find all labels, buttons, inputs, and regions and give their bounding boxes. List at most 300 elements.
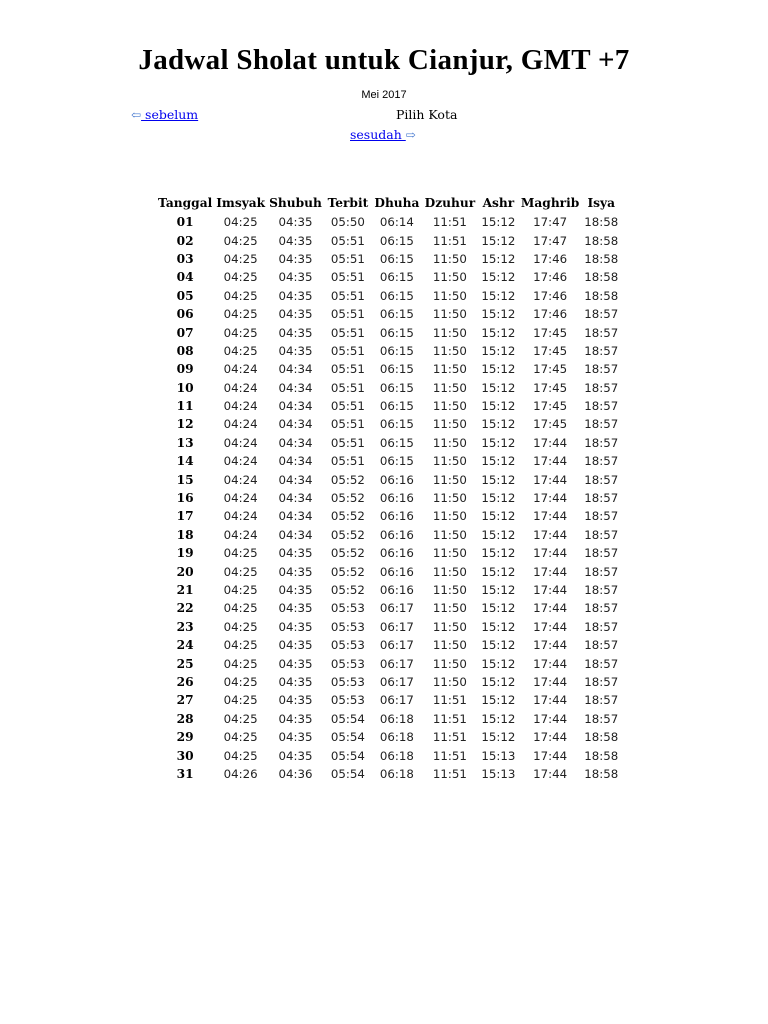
date-cell: 02 [176, 233, 194, 248]
time-cell: 15:12 [481, 730, 516, 745]
time-cell: 04:34 [278, 454, 313, 469]
time-cell: 11:50 [432, 638, 467, 653]
time-cell: 15:13 [481, 766, 516, 781]
table-row [156, 654, 621, 672]
time-cell: 05:54 [330, 711, 365, 726]
time-cell: 11:50 [432, 435, 467, 450]
date-cell: 28 [176, 711, 194, 726]
time-cell: 11:50 [432, 399, 467, 414]
time-cell: 17:44 [533, 674, 568, 689]
table-row [156, 452, 621, 470]
time-cell: 06:16 [379, 527, 414, 542]
date-cell: 25 [176, 656, 194, 671]
time-cell: 11:50 [432, 307, 467, 322]
time-cell: 06:15 [379, 270, 414, 285]
date-cell: 18 [176, 527, 194, 542]
time-cell: 05:51 [330, 307, 365, 322]
date-cell: 27 [176, 693, 194, 708]
time-cell: 06:17 [379, 601, 414, 616]
date-cell: 04 [176, 270, 194, 285]
time-cell: 06:18 [379, 730, 414, 745]
time-cell: 17:47 [533, 233, 568, 248]
time-cell: 04:35 [278, 564, 313, 579]
time-cell: 06:15 [379, 307, 414, 322]
time-cell: 05:51 [330, 343, 365, 358]
time-cell: 11:50 [432, 343, 467, 358]
time-cell: 17:45 [533, 417, 568, 432]
date-cell: 05 [176, 288, 194, 303]
time-cell: 11:50 [432, 270, 467, 285]
time-cell: 11:50 [432, 674, 467, 689]
time-cell: 18:57 [584, 362, 619, 377]
time-cell: 05:53 [330, 693, 365, 708]
time-cell: 04:25 [223, 674, 258, 689]
time-cell: 11:50 [432, 564, 467, 579]
table-row [156, 323, 621, 341]
time-cell: 05:53 [330, 656, 365, 671]
time-cell: 17:44 [533, 693, 568, 708]
time-cell: 17:44 [533, 527, 568, 542]
time-cell: 15:12 [481, 233, 516, 248]
time-cell: 05:53 [330, 619, 365, 634]
time-cell: 18:57 [584, 693, 619, 708]
time-cell: 05:52 [330, 472, 365, 487]
time-cell: 18:58 [584, 730, 619, 745]
date-cell: 26 [176, 674, 194, 689]
time-cell: 18:57 [584, 674, 619, 689]
time-cell: 17:47 [533, 215, 568, 230]
time-cell: 04:35 [278, 748, 313, 763]
time-cell: 11:50 [432, 583, 467, 597]
time-cell: 04:24 [223, 435, 258, 450]
time-cell: 15:12 [481, 362, 516, 377]
time-cell: 05:50 [330, 215, 365, 230]
time-cell: 18:57 [584, 435, 619, 450]
time-cell: 18:57 [584, 399, 619, 414]
time-cell: 04:24 [223, 527, 258, 542]
time-cell: 06:17 [379, 638, 414, 653]
time-cell: 05:54 [330, 730, 365, 745]
time-cell: 17:44 [533, 766, 568, 781]
time-cell: 18:57 [584, 454, 619, 469]
date-cell: 03 [176, 251, 194, 266]
time-cell: 06:16 [379, 564, 414, 579]
time-cell: 18:57 [584, 546, 619, 561]
time-cell: 04:35 [278, 233, 313, 248]
time-cell: 06:16 [379, 491, 414, 506]
table-row [156, 268, 621, 286]
table-row [156, 526, 621, 544]
time-cell: 06:15 [379, 417, 414, 432]
date-cell: 16 [176, 491, 194, 506]
time-cell: 15:12 [481, 601, 516, 616]
date-cell: 29 [176, 730, 194, 745]
time-cell: 05:51 [330, 362, 365, 377]
time-cell: 04:35 [278, 325, 313, 340]
column-header: Dhuha [374, 196, 420, 210]
time-cell: 04:35 [278, 251, 313, 266]
time-cell: 04:25 [223, 601, 258, 616]
date-cell: 11 [176, 399, 194, 414]
prayer-schedule-table [156, 193, 621, 783]
time-cell: 17:44 [533, 454, 568, 469]
time-cell: 11:50 [432, 380, 467, 395]
table-row [156, 507, 621, 525]
time-cell: 04:35 [278, 288, 313, 303]
time-cell: 05:52 [330, 546, 365, 561]
time-cell: 11:51 [432, 711, 467, 726]
table-header-row [156, 193, 621, 213]
date-cell: 10 [176, 380, 194, 395]
time-cell: 18:57 [584, 711, 619, 726]
time-cell: 17:44 [533, 730, 568, 745]
time-cell: 04:35 [278, 583, 313, 597]
time-cell: 15:12 [481, 472, 516, 487]
time-cell: 04:35 [278, 307, 313, 322]
time-cell: 11:50 [432, 601, 467, 616]
time-cell: 18:57 [584, 656, 619, 671]
time-cell: 15:12 [481, 454, 516, 469]
table-row [156, 691, 621, 709]
date-cell: 09 [176, 362, 194, 377]
table-row [156, 434, 621, 452]
choose-city-label: Pilih Kota [396, 107, 458, 122]
time-cell: 18:57 [584, 325, 619, 340]
date-cell: 24 [176, 638, 194, 653]
time-cell: 04:25 [223, 233, 258, 248]
time-cell: 17:46 [533, 288, 568, 303]
next-month-link[interactable] [350, 127, 416, 142]
table-row [156, 636, 621, 654]
time-cell: 05:51 [330, 454, 365, 469]
time-cell: 06:15 [379, 380, 414, 395]
date-cell: 14 [176, 454, 194, 469]
time-cell: 18:57 [584, 564, 619, 579]
time-cell: 17:44 [533, 638, 568, 653]
time-cell: 15:12 [481, 619, 516, 634]
page-title: Jadwal Sholat untuk Cianjur, GMT +7 [138, 44, 630, 76]
table-row [156, 728, 621, 746]
time-cell: 11:50 [432, 362, 467, 377]
time-cell: 17:44 [533, 583, 568, 597]
time-cell: 04:34 [278, 527, 313, 542]
time-cell: 06:18 [379, 748, 414, 763]
time-cell: 04:34 [278, 435, 313, 450]
time-cell: 06:17 [379, 619, 414, 634]
time-cell: 06:15 [379, 362, 414, 377]
time-cell: 04:24 [223, 380, 258, 395]
time-cell: 04:35 [278, 674, 313, 689]
time-cell: 15:12 [481, 435, 516, 450]
table-row [156, 470, 621, 488]
time-cell: 11:51 [432, 693, 467, 708]
time-cell: 05:53 [330, 601, 365, 616]
date-cell: 21 [176, 583, 194, 597]
time-cell: 11:50 [432, 619, 467, 634]
time-cell: 06:17 [379, 674, 414, 689]
time-cell: 04:25 [223, 215, 258, 230]
table-row [156, 213, 621, 231]
time-cell: 17:44 [533, 491, 568, 506]
time-cell: 04:35 [278, 638, 313, 653]
time-cell: 11:50 [432, 472, 467, 487]
time-cell: 04:26 [223, 766, 258, 781]
date-cell: 06 [176, 307, 194, 322]
time-cell: 15:12 [481, 509, 516, 524]
time-cell: 04:24 [223, 454, 258, 469]
table-row [156, 562, 621, 580]
time-cell: 17:44 [533, 656, 568, 671]
time-cell: 11:50 [432, 454, 467, 469]
time-cell: 05:52 [330, 509, 365, 524]
table-row [156, 765, 621, 783]
table-row [156, 250, 621, 268]
time-cell: 04:35 [278, 343, 313, 358]
time-cell: 11:50 [432, 417, 467, 432]
time-cell: 11:50 [432, 509, 467, 524]
time-cell: 17:45 [533, 399, 568, 414]
time-cell: 18:57 [584, 380, 619, 395]
time-cell: 04:24 [223, 362, 258, 377]
time-cell: 17:45 [533, 362, 568, 377]
time-cell: 04:24 [223, 472, 258, 487]
prev-month-link[interactable] [131, 107, 198, 122]
time-cell: 05:51 [330, 417, 365, 432]
time-cell: 11:51 [432, 730, 467, 745]
column-header: Terbit [327, 196, 369, 210]
time-cell: 17:44 [533, 619, 568, 634]
time-cell: 06:15 [379, 454, 414, 469]
time-cell: 17:44 [533, 564, 568, 579]
prev-month-label: sebelum [141, 107, 199, 122]
column-header: Imsyak [216, 196, 266, 210]
time-cell: 15:12 [481, 583, 516, 597]
time-cell: 15:12 [481, 693, 516, 708]
time-cell: 06:15 [379, 288, 414, 303]
date-cell: 13 [176, 435, 194, 450]
time-cell: 17:45 [533, 380, 568, 395]
time-cell: 04:25 [223, 619, 258, 634]
date-cell: 07 [176, 325, 194, 340]
time-cell: 05:51 [330, 325, 365, 340]
time-cell: 04:34 [278, 491, 313, 506]
column-header: Tanggal [158, 196, 213, 210]
time-cell: 05:51 [330, 288, 365, 303]
time-cell: 04:24 [223, 399, 258, 414]
time-cell: 05:51 [330, 435, 365, 450]
column-header: Isya [587, 196, 616, 210]
time-cell: 06:14 [379, 215, 414, 230]
time-cell: 04:25 [223, 638, 258, 653]
time-cell: 11:51 [432, 215, 467, 230]
time-cell: 17:46 [533, 270, 568, 285]
time-cell: 18:57 [584, 527, 619, 542]
time-cell: 17:44 [533, 748, 568, 763]
date-cell: 31 [176, 766, 194, 781]
time-cell: 18:58 [584, 748, 619, 763]
time-cell: 04:25 [223, 583, 258, 597]
time-cell: 05:54 [330, 748, 365, 763]
time-cell: 06:15 [379, 233, 414, 248]
time-cell: 18:58 [584, 766, 619, 781]
table-row [156, 397, 621, 415]
time-cell: 06:15 [379, 251, 414, 266]
time-cell: 18:58 [584, 251, 619, 266]
time-cell: 17:44 [533, 435, 568, 450]
time-cell: 11:51 [432, 748, 467, 763]
time-cell: 05:54 [330, 766, 365, 781]
time-cell: 04:34 [278, 509, 313, 524]
time-cell: 04:25 [223, 693, 258, 708]
time-cell: 04:35 [278, 546, 313, 561]
time-cell: 04:35 [278, 730, 313, 745]
time-cell: 17:44 [533, 472, 568, 487]
date-cell: 12 [176, 417, 194, 432]
table-row [156, 231, 621, 249]
time-cell: 04:25 [223, 251, 258, 266]
time-cell: 06:17 [379, 656, 414, 671]
time-cell: 17:44 [533, 711, 568, 726]
time-cell: 11:50 [432, 325, 467, 340]
table-row [156, 746, 621, 764]
time-cell: 05:52 [330, 564, 365, 579]
time-cell: 04:34 [278, 472, 313, 487]
time-cell: 15:12 [481, 491, 516, 506]
table-row [156, 673, 621, 691]
time-cell: 11:51 [432, 233, 467, 248]
time-cell: 15:12 [481, 325, 516, 340]
time-cell: 11:50 [432, 288, 467, 303]
time-cell: 04:35 [278, 693, 313, 708]
time-cell: 15:12 [481, 399, 516, 414]
time-cell: 17:44 [533, 546, 568, 561]
time-cell: 04:25 [223, 564, 258, 579]
time-cell: 04:25 [223, 343, 258, 358]
time-cell: 06:16 [379, 472, 414, 487]
time-cell: 04:35 [278, 656, 313, 671]
time-cell: 18:57 [584, 491, 619, 506]
time-cell: 17:44 [533, 601, 568, 616]
time-cell: 04:25 [223, 546, 258, 561]
time-cell: 15:12 [481, 546, 516, 561]
table-row [156, 415, 621, 433]
right-arrow-icon: ⇨ [405, 128, 416, 142]
time-cell: 15:12 [481, 215, 516, 230]
time-cell: 15:12 [481, 564, 516, 579]
table-row [156, 489, 621, 507]
table-row [156, 618, 621, 636]
time-cell: 04:35 [278, 619, 313, 634]
date-cell: 15 [176, 472, 194, 487]
time-cell: 17:44 [533, 509, 568, 524]
time-cell: 06:15 [379, 399, 414, 414]
table-row [156, 581, 621, 599]
time-cell: 05:51 [330, 270, 365, 285]
time-cell: 04:25 [223, 307, 258, 322]
time-cell: 06:15 [379, 343, 414, 358]
column-header: Dzuhur [424, 196, 476, 210]
time-cell: 04:24 [223, 491, 258, 506]
time-cell: 17:46 [533, 307, 568, 322]
time-cell: 04:25 [223, 270, 258, 285]
date-cell: 08 [176, 343, 194, 358]
time-cell: 11:50 [432, 527, 467, 542]
time-cell: 04:25 [223, 325, 258, 340]
time-cell: 11:50 [432, 251, 467, 266]
time-cell: 04:25 [223, 730, 258, 745]
time-cell: 04:24 [223, 509, 258, 524]
time-cell: 06:17 [379, 693, 414, 708]
table-row [156, 305, 621, 323]
time-cell: 06:18 [379, 766, 414, 781]
table-row [156, 379, 621, 397]
time-cell: 04:24 [223, 417, 258, 432]
table-row [156, 710, 621, 728]
table-row [156, 360, 621, 378]
time-cell: 15:13 [481, 748, 516, 763]
time-cell: 04:34 [278, 399, 313, 414]
table-row [156, 342, 621, 360]
date-cell: 22 [176, 601, 194, 616]
column-header: Ashr [482, 196, 515, 210]
time-cell: 04:25 [223, 656, 258, 671]
time-cell: 18:57 [584, 307, 619, 322]
table-row [156, 287, 621, 305]
time-cell: 04:25 [223, 748, 258, 763]
left-arrow-icon: ⇦ [131, 108, 142, 122]
time-cell: 05:52 [330, 527, 365, 542]
time-cell: 15:12 [481, 288, 516, 303]
time-cell: 04:36 [278, 766, 313, 781]
time-cell: 04:25 [223, 288, 258, 303]
date-cell: 01 [176, 215, 194, 230]
time-cell: 15:12 [481, 656, 516, 671]
time-cell: 04:35 [278, 215, 313, 230]
time-cell: 04:35 [278, 711, 313, 726]
time-cell: 11:50 [432, 491, 467, 506]
time-cell: 04:34 [278, 417, 313, 432]
time-cell: 04:34 [278, 362, 313, 377]
time-cell: 18:57 [584, 619, 619, 634]
time-cell: 05:53 [330, 674, 365, 689]
time-cell: 11:51 [432, 766, 467, 781]
date-cell: 23 [176, 619, 194, 634]
time-cell: 17:45 [533, 325, 568, 340]
table-row [156, 599, 621, 617]
time-cell: 18:57 [584, 509, 619, 524]
time-cell: 15:12 [481, 417, 516, 432]
time-cell: 18:57 [584, 583, 619, 597]
time-cell: 06:15 [379, 435, 414, 450]
time-cell: 04:35 [278, 270, 313, 285]
time-cell: 11:50 [432, 546, 467, 561]
time-cell: 05:51 [330, 399, 365, 414]
date-cell: 30 [176, 748, 194, 763]
time-cell: 18:57 [584, 601, 619, 616]
time-cell: 04:34 [278, 380, 313, 395]
time-cell: 11:50 [432, 656, 467, 671]
time-cell: 15:12 [481, 307, 516, 322]
time-cell: 06:18 [379, 711, 414, 726]
column-header: Maghrib [520, 196, 580, 210]
time-cell: 18:58 [584, 215, 619, 230]
time-cell: 06:16 [379, 546, 414, 561]
time-cell: 04:35 [278, 601, 313, 616]
time-cell: 06:16 [379, 509, 414, 524]
time-cell: 17:45 [533, 343, 568, 358]
date-cell: 20 [176, 564, 194, 579]
date-cell: 19 [176, 546, 194, 561]
